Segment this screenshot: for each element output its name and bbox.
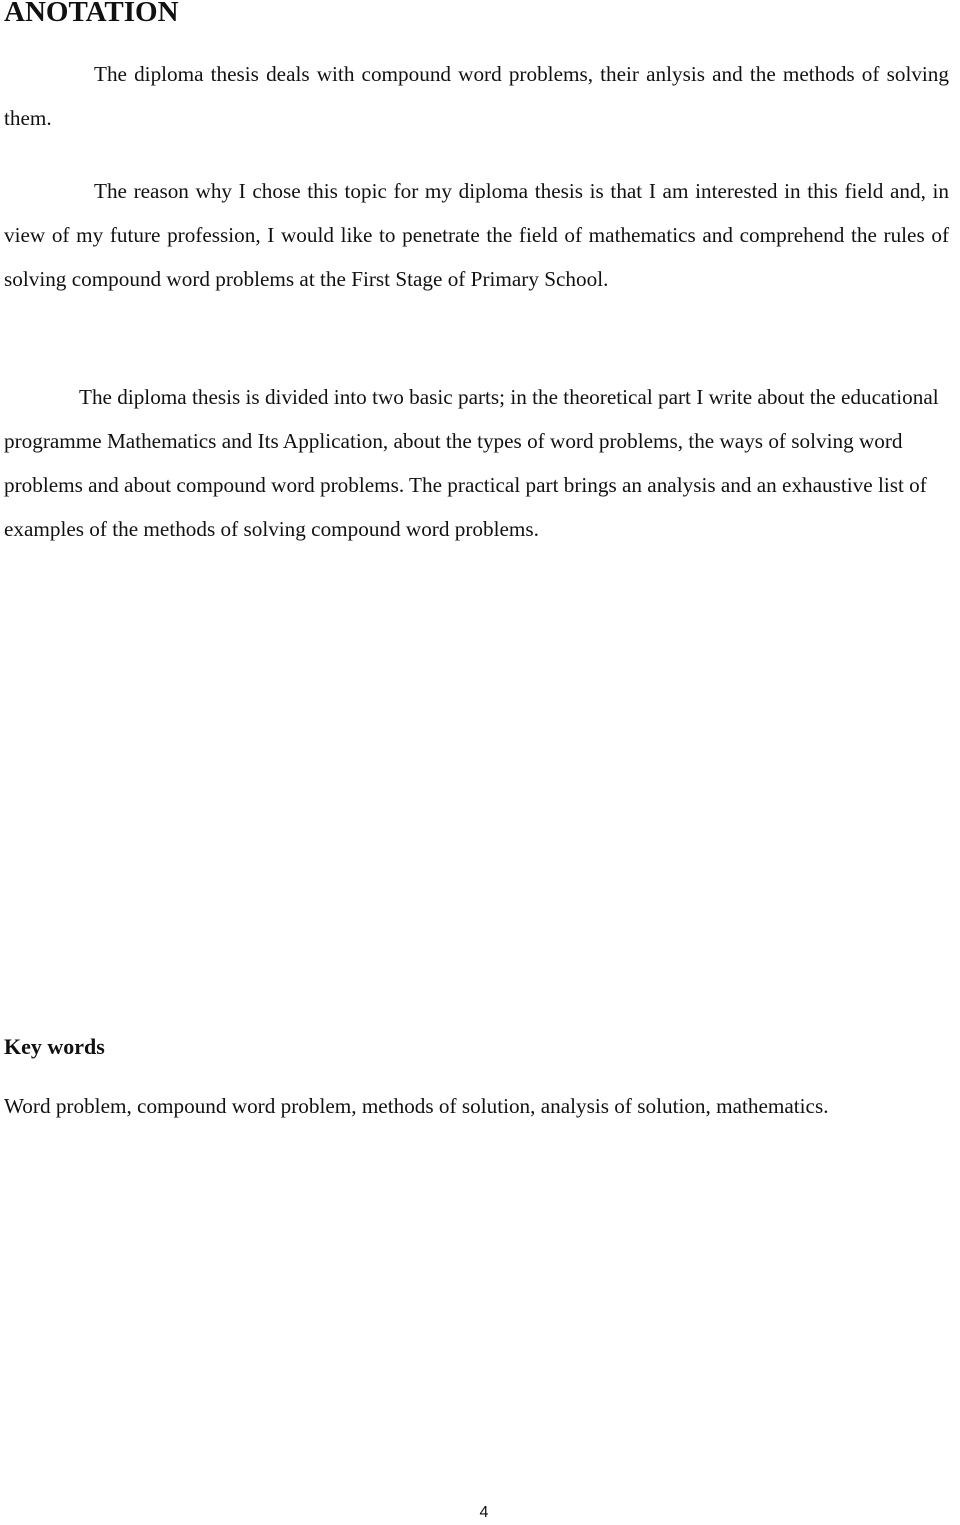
page-number: 4 bbox=[479, 1504, 489, 1521]
paragraph-reason: The reason why I chose this topic for my diploma thesis is that I am interested in this field and, in view of my future profession, I would like to penetrate the field of mathematics and comprehend the rules of solving compound word problems at the First Stage of Primary School. bbox=[4, 179, 949, 291]
paragraph-structure: The diploma thesis is divided into two basic parts; in the theoretical part I write about the educational programme Mathematics and Its Application, about the types of word problems, the ways of solving word problems and about compound word problems. The practical part brings an analysis and an exhaustive list of examples of the methods of solving compound word problems. bbox=[4, 385, 939, 541]
keywords-text: Word problem, compound word problem, methods of solution, analysis of solution, mathematics. bbox=[4, 1094, 829, 1118]
page-heading: ANOTATION bbox=[4, 0, 179, 28]
paragraph-intro: The diploma thesis deals with compound word problems, their anlysis and the methods of solving them. bbox=[4, 62, 949, 130]
keywords-heading: Key words bbox=[4, 1034, 105, 1059]
